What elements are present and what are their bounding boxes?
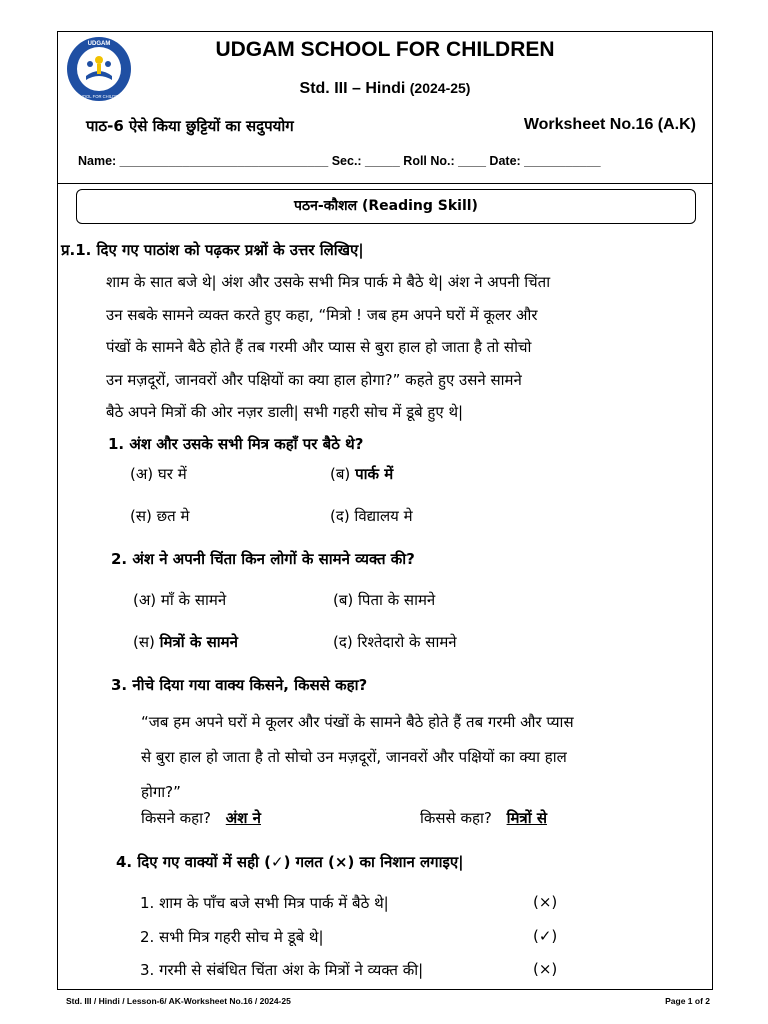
option-b-prefix: (ब) xyxy=(330,465,351,483)
who-label: किसने कहा? xyxy=(141,809,211,827)
worksheet-number: Worksheet No.16 (A.K) xyxy=(523,116,696,133)
passage-line: उन सबके सामने व्यक्त करते हुए कहा, “मित्रो ! जब हम अपने घरों में कूलर और xyxy=(106,305,538,324)
std-label: Std. III – Hindi xyxy=(299,80,406,97)
lesson-title: पाठ-6 ऐसे किया छुट्टियों का सदुपयोग xyxy=(86,117,294,135)
footer-document-code: Std. III / Hindi / Lesson-6/ AK-Worksheet No.16 / 2024-25 xyxy=(66,996,291,1006)
quoted-sentence xyxy=(141,705,701,810)
statement-item: 1. शाम के पाँच बजे सभी मित्र पार्क में बैठे थे| xyxy=(140,894,389,912)
statement-item: 2. सभी मित्र गहरी सोच मे डूबे थे| xyxy=(140,928,324,946)
sub-question-1: 1. अंश और उसके सभी मित्र कहाँ पर बैठे थे? xyxy=(108,435,364,453)
reading-passage xyxy=(106,266,706,429)
sub-question-2: 2. अंश ने अपनी चिंता किन लोगों के सामने व्यक्त की? xyxy=(111,550,415,568)
who-answer: अंश ने xyxy=(225,809,261,827)
option-b-answer: पार्क में xyxy=(355,465,394,483)
question-1-title: प्र.1. दिए गए पाठांश को पढ़कर प्रश्नों के उत्तर लिखिए| xyxy=(61,241,364,259)
quote-line: होगा?” xyxy=(141,783,181,801)
passage-line: बैठे अपने मित्रों की ओर नज़र डाली| सभी गहरी सोच में डूबे हुए थे| xyxy=(106,403,464,421)
sub-question-3: 3. नीचे दिया गया वाक्य किसने, किससे कहा? xyxy=(111,676,368,694)
statement-mark: (×) xyxy=(533,960,558,978)
statement-item: 3. गरमी से संबंधित चिंता अंश के मित्रों ने व्यक्त की| xyxy=(140,961,424,979)
worksheet-header xyxy=(58,32,712,184)
option-a: (अ) माँ के सामने xyxy=(133,591,227,609)
worksheet-frame xyxy=(57,31,713,990)
option-d: (द) विद्यालय मे xyxy=(330,507,413,525)
option-c-answer: मित्रों के सामने xyxy=(159,633,238,651)
option-c-prefix: (स) xyxy=(133,633,155,651)
logo-title: UDGAM xyxy=(87,41,111,47)
passage-line: उन मज़दूरों, जानवरों और पक्षियों का क्या हाल होगा?” कहते हुए उसने सामने xyxy=(106,370,522,389)
option-b xyxy=(330,464,393,484)
option-d: (द) रिश्तेदारो के सामने xyxy=(333,633,457,651)
section-title-box: पठन-कौशल (Reading Skill) xyxy=(76,189,696,224)
option-c xyxy=(133,632,238,652)
logo-subtitle: SCHOOL FOR CHILDREN xyxy=(73,94,125,99)
whom-label: किससे कहा? xyxy=(420,809,492,827)
passage-line: शाम के सात बजे थे| अंश और उसके सभी मित्र पार्क मे बैठे थे| अंश ने अपनी चिंता xyxy=(106,273,551,291)
class-subject xyxy=(58,80,712,98)
school-name: UDGAM SCHOOL FOR CHILDREN xyxy=(215,38,555,61)
academic-year: (2024-25) xyxy=(409,80,471,96)
option-b: (ब) पिता के सामने xyxy=(333,591,436,609)
quote-line: “जब हम अपने घरों मे कूलर और पंखों के सामने बैठे होते हैं तब गरमी और प्यास xyxy=(141,713,574,731)
to-whom-said xyxy=(420,808,547,828)
whom-answer: मित्रों से xyxy=(506,809,547,827)
option-c: (स) छत मे xyxy=(130,507,190,525)
footer-page-number: Page 1 of 2 xyxy=(665,996,710,1006)
quote-line: से बुरा हाल हो जाता है तो सोचो उन मज़दूरों, जानवरों और पक्षियों का क्या हाल xyxy=(141,748,567,766)
statement-mark: (×) xyxy=(533,893,558,911)
student-details-line: Name: ______________________________ Sec.: _____ Roll No.: ____ Date: ___________ xyxy=(78,154,601,168)
who-said xyxy=(141,808,261,828)
sub-question-4: 4. दिए गए वाक्यों में सही (✓) गलत (×) का निशान लगाइए| xyxy=(116,853,464,871)
statement-mark: (✓) xyxy=(533,927,558,945)
passage-line: पंखों के सामने बैठे होते हैं तब गरमी और प्यास से बुरा हाल हो जाता है तो सोचो xyxy=(106,338,532,356)
option-a: (अ) घर में xyxy=(130,465,187,483)
